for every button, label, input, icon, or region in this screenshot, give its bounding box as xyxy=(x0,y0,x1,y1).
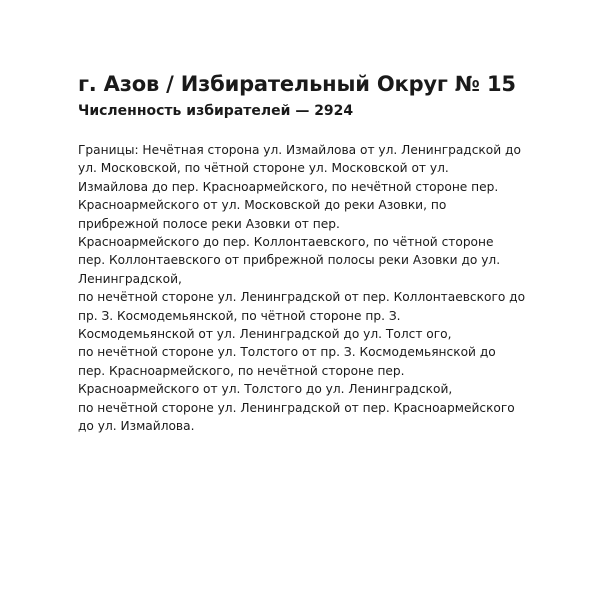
boundary-text-line: Границы: Нечётная сторона ул. Измайлова от ул. Ленинградской до xyxy=(78,143,521,157)
document-page xyxy=(78,70,578,436)
boundary-text-line: Красноармейского до пер. Коллонтаевского, по чётной стороне xyxy=(78,235,494,250)
boundary-text-line: пр. З. Космодемьянской, по чётной стороне пр. З. xyxy=(78,308,401,323)
boundary-text-line: Красноармейского от ул. Толстого до ул. Ленинградской, xyxy=(78,382,453,397)
boundary-text-line: Ленинградской, xyxy=(78,271,182,286)
boundary-text-line: ул. Московской, по чётной стороне ул. Московской от ул. xyxy=(78,161,449,176)
boundary-text-line: пер. Коллонтаевского от прибрежной полосы реки Азовки до ул. xyxy=(78,253,501,268)
boundary-text-line: по нечётной стороне ул. Толстого от пр. З. Космодемьянской до xyxy=(78,345,496,360)
boundary-text-line: Красноармейского от ул. Московской до реки Азовки, по xyxy=(78,198,447,213)
boundary-text-line: по нечётной стороне ул. Ленинградской от пер. Коллонтаевского до xyxy=(78,290,526,305)
boundary-text-line: Измайлова до пер. Красноармейского, по нечётной стороне пер. xyxy=(78,179,499,194)
boundary-text-line: до ул. Измайлова. xyxy=(78,419,195,434)
boundary-text-line: пер. Красноармейского, по нечётной стороне пер. xyxy=(78,363,405,378)
document-title: г. Азов / Избирательный Округ № 15 xyxy=(78,72,516,96)
voter-count-subtitle: Численность избирателей — 2924 xyxy=(78,103,354,119)
boundary-text-line: по нечётной стороне ул. Ленинградской от пер. Красноармейского xyxy=(78,400,515,415)
boundaries-description xyxy=(78,141,578,436)
boundary-text-line: Космодемьянской от ул. Ленинградской до ул. Толст ого, xyxy=(78,327,452,342)
boundary-text-line: прибрежной полосе реки Азовки от пер. xyxy=(78,216,340,231)
